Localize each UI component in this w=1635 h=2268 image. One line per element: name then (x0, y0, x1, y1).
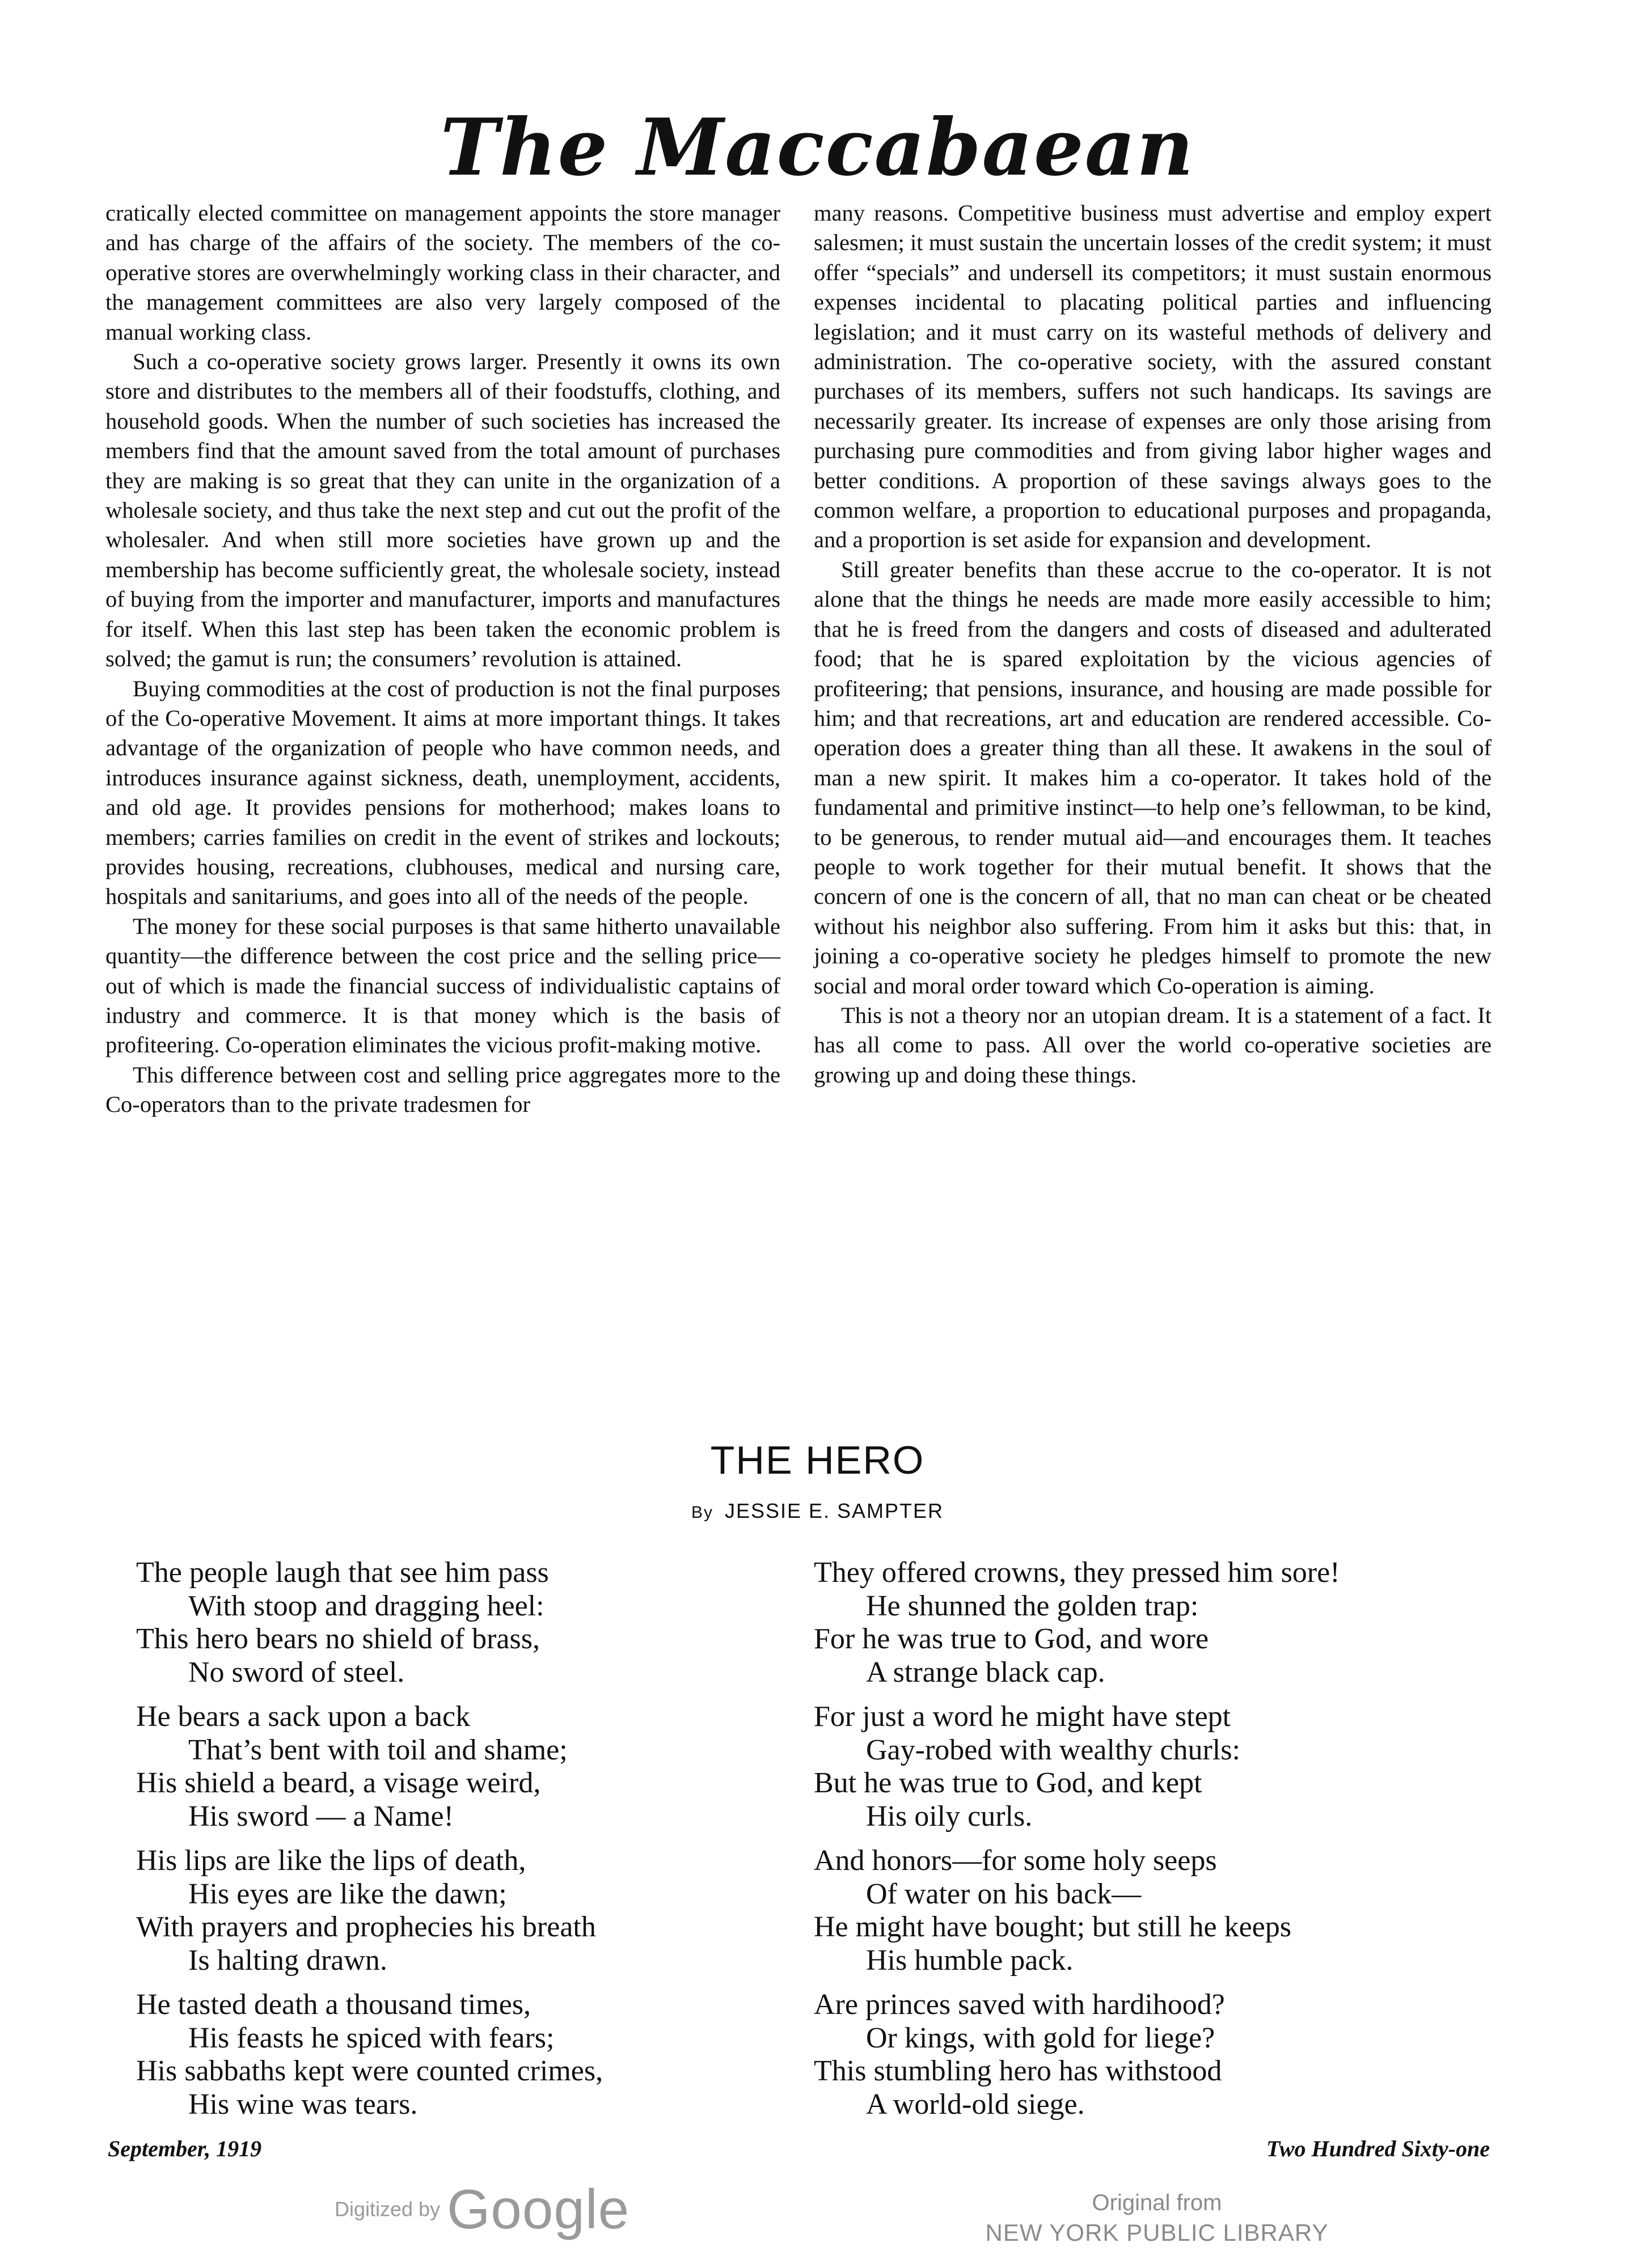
footer-page-number: Two Hundred Sixty-one (1266, 2136, 1490, 2161)
poem-line: Gay-robed with wealthy churls: (866, 1733, 1240, 1766)
poem-line: With prayers and prophecies his breath (136, 1911, 596, 1943)
poem-line: Or kings, with gold for liege? (866, 2021, 1215, 2054)
poem-line: His shield a beard, a visage weird, (136, 1767, 541, 1799)
poem-stanza (136, 1556, 603, 1689)
poem-line: No sword of steel. (188, 1656, 405, 1689)
poem-author: JESSIE E. SAMPTER (724, 1499, 944, 1522)
article-paragraph: Still greater benefits than these accrue to the co-operator. It is not alone that the things he needs are made more easily accessible to him; that he is freed from the dangers and costs of diseased and adulterated food; that he is spared exploitation by the vicious agencies of profiteering; that pensions, insurance, and housing are made possible for him; and that recreations, art and education are rendered accessible. Co-operation does a greater thing than all these. It awakens in the soul of man a new spirit. It makes him a co-operator. It takes hold of the fundamental and primitive instinct—to help one’s fellowman, to be kind, to be generous, to render mutual aid—and encourages them. It teaches people to work together for their mutual benefit. It shows that the concern of one is the concern of all, that no man can cheat or be cheated without his neighbor also suffering. From him it asks but this: that, in joining a co-operative society he pledges himself to promote the new social and moral order toward which Co-operation is aiming. (814, 556, 1492, 998)
poem-line: A world-old siege. (866, 2088, 1085, 2121)
article-paragraph: cratically elected committee on management appoints the store manager and has charge of the affairs of the society. The members of the co-operative stores are overwhelmingly working class in their character, and the management committees are also very largely composed of the manual working class. (105, 200, 780, 345)
original-from-label: Original from (1092, 2190, 1222, 2215)
masthead-title: The Maccabaean (440, 101, 1195, 193)
library-name: NEW YORK PUBLIC LIBRARY (985, 2219, 1329, 2246)
poem-line: For he was true to God, and wore (814, 1623, 1209, 1655)
original-from-watermark (975, 2189, 1338, 2249)
poem-stanza (814, 1988, 1340, 2121)
poem-line: His feasts he spiced with fears; (188, 2021, 555, 2054)
poem-line: Is halting drawn. (188, 1944, 387, 1977)
poem-line: His humble pack. (866, 1944, 1074, 1977)
poem-line: His sword — a Name! (188, 1800, 454, 1833)
poem-line: He might have bought; but still he keeps (814, 1911, 1291, 1943)
poem-line: With stoop and dragging heel: (188, 1589, 544, 1622)
poem-line: A strange black cap. (866, 1656, 1105, 1689)
poem-line: The people laugh that see him pass (136, 1556, 549, 1589)
article-paragraph: Buying commodities at the cost of production is not the final purposes of the Co-operative Movement. It aims at more important things. It takes advantage of the organization of people who have common needs, and introduces insurance against sickness, death, unemployment, accidents, and old age. It provides pensions for motherhood; makes loans to members; carries families on credit in the event of strikes and lockouts; provides housing, recreations, clubhouses, medical and nursing care, hospitals and sanitariums, and goes into all of the needs of the people. (105, 675, 780, 909)
article-left-column (105, 198, 780, 1120)
poem-line: This stumbling hero has withstood (814, 2055, 1222, 2087)
poem-line: That’s bent with toil and shame; (188, 1733, 568, 1766)
google-logo: Google (447, 2178, 630, 2240)
poem-line: His oily curls. (866, 1800, 1033, 1833)
article-paragraph: Such a co-operative society grows larger. Presently it owns its own store and distributes to the members all of their foodstuffs, clothing, and household goods. When the number of such societies has increased the members find that the amount saved from the total amount of purchases they are making is so great that they can unite in the organization of a wholesale society, and thus take the next step and cut out the profit of the wholesaler. And when still more societies have grown up and the membership has become sufficiently great, the wholesale society, instead of buying from the importer and manufacturer, imports and manufactures for itself. When this last step has been taken the economic problem is solved; the gamut is run; the consumers’ revolution is attained. (105, 349, 780, 672)
poem-line: And honors—for some holy seeps (814, 1844, 1217, 1877)
poem-line: His wine was tears. (188, 2088, 418, 2121)
article-paragraph: This difference between cost and selling price aggregates more to the Co-operators than to the private tradesmen for (105, 1061, 780, 1118)
article-paragraph: many reasons. Competitive business must advertise and employ expert salesmen; it must sustain the uncertain losses of the credit system; it must offer “specials” and undersell its competitors; it must sustain enormous expenses incidental to placating political parties and influencing legislation; and it must carry on its wasteful methods of delivery and administration. The co-operative society, with the assured constant purchases of its members, suffers not such handicaps. Its savings are necessarily greater. Its increase of expenses are only those arising from purchasing pure commodities and from giving labor higher wages and better conditions. A proportion of these savings always goes to the common welfare, a proportion to educational purposes and propaganda, and a proportion is set aside for expansion and development. (814, 200, 1492, 553)
poem-title: THE HERO (710, 1438, 925, 1482)
poem-line: His sabbaths kept were counted crimes, (136, 2055, 603, 2087)
poem-line: He bears a sack upon a back (136, 1700, 471, 1733)
poem-line: Are princes saved with hardihood? (814, 1988, 1225, 2021)
poem-line: His eyes are like the dawn; (188, 1877, 507, 1910)
poem-byline (0, 1497, 1635, 1527)
poem-line: But he was true to God, and kept (814, 1767, 1202, 1799)
poem-stanza (814, 1844, 1340, 1977)
poem-line: His lips are like the lips of death, (136, 1844, 526, 1877)
article-paragraph: This is not a theory nor an utopian dream. It is a statement of a fact. It has all come to pass. All over the world co-operative societies are growing up and doing these things. (814, 1002, 1492, 1088)
poem-stanza (814, 1700, 1340, 1833)
poem-line: This hero bears no shield of brass, (136, 1623, 540, 1655)
poem-stanza (136, 1988, 603, 2121)
poem-left-column (136, 1556, 603, 2132)
poem-line: Of water on his back— (866, 1877, 1142, 1910)
byline-by: By (691, 1503, 713, 1522)
poem-stanza (136, 1844, 603, 1977)
poem-line: He shunned the golden trap: (866, 1589, 1199, 1622)
poem-right-column (814, 1556, 1340, 2132)
footer-date: September, 1919 (108, 2136, 262, 2161)
digitized-by-label: Digitized by (335, 2197, 441, 2221)
article-paragraph: The money for these social purposes is that same hitherto unavailable quantity—the difference between the cost price and the selling price—out of which is made the financial success of individualistic captains of industry and commerce. It is that money which is the basis of profiteering. Co-operation eliminates the vicious profit-making motive. (105, 913, 780, 1058)
poem-stanza (814, 1556, 1340, 1689)
article-right-column (814, 198, 1492, 1090)
digitized-watermark (335, 2177, 630, 2240)
poem-line: He tasted death a thousand times, (136, 1988, 531, 2021)
poem-line: For just a word he might have stept (814, 1700, 1231, 1733)
poem-line: They offered crowns, they pressed him sore! (814, 1556, 1340, 1589)
poem-stanza (136, 1700, 603, 1833)
